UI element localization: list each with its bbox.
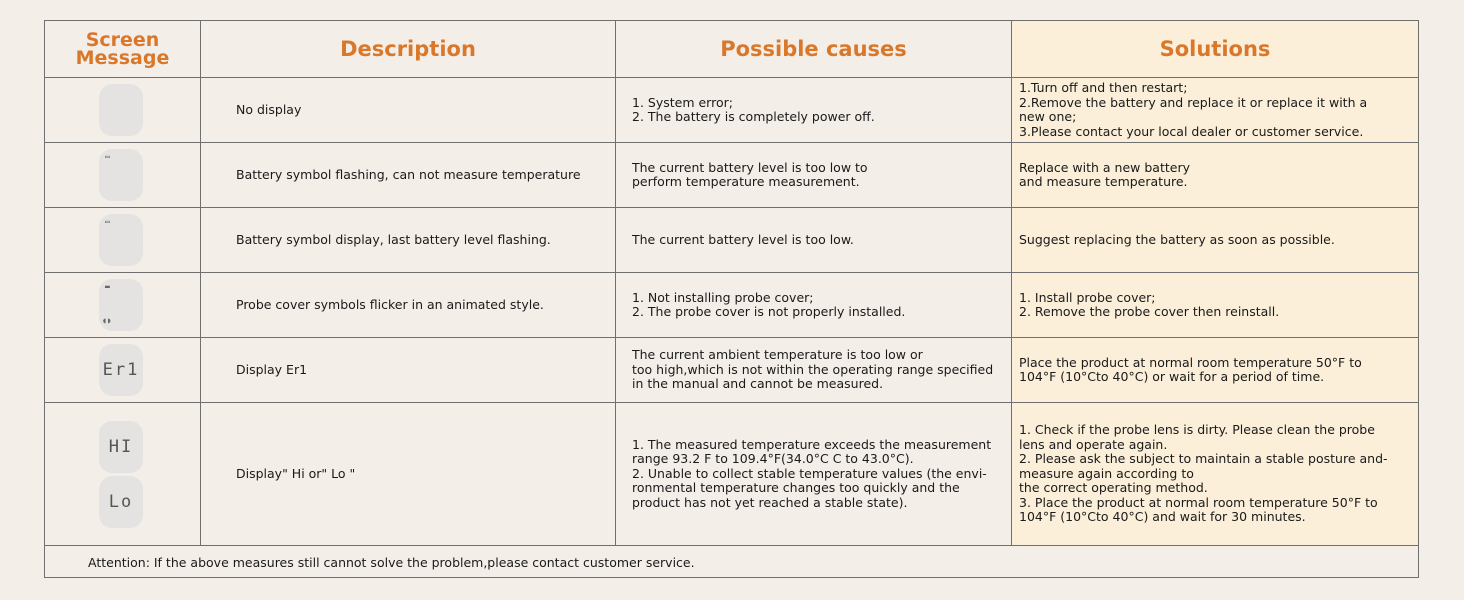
cause-line: range 93.2 F to 109.4°F(34.0°C C to 43.0°C). [632, 451, 914, 467]
header-causes: Possible causes [720, 37, 907, 61]
description-text: Display Er1 [236, 361, 308, 377]
solution-line: 2. Remove the probe cover then reinstall. [1019, 304, 1280, 319]
cause-line: The current battery level is too low. [632, 231, 854, 247]
blank-screen-icon [99, 84, 143, 136]
lo-screen-icon [99, 476, 143, 528]
solution-line: 2. Please ask the subject to maintain a stable posture and- [1019, 451, 1388, 467]
header-description: Description [340, 37, 476, 61]
table-row [45, 208, 1418, 273]
header-solutions: Solutions [1159, 37, 1271, 61]
solution-line: 2.Remove the battery and replace it or replace it with a [1019, 94, 1368, 110]
screen-cell [45, 273, 201, 337]
solution-line: Suggest replacing the battery as soon as possible. [1019, 231, 1335, 247]
solution-line: 3.Please contact your local dealer or customer service. [1019, 123, 1364, 139]
screen-cell [45, 338, 201, 402]
cause-line: too high,which is not within the operating range specified [632, 361, 994, 377]
solution-line: Place the product at normal room temperature 50°F to [1019, 354, 1362, 370]
probe-bar-icon: ▬ [105, 282, 110, 291]
cause-line: 2. Unable to collect stable temperature values (the envi- [632, 465, 987, 481]
cause-line: 1. The measured temperature exceeds the measurement [632, 436, 992, 452]
solution-line: 1. Check if the probe lens is dirty. Please clean the probe [1019, 422, 1375, 438]
table-row [45, 78, 1418, 143]
solution-line: 104°F (10°Cto 40°C) and wait for 30 minutes. [1019, 509, 1306, 525]
cause-line: The current battery level is too low to [632, 159, 868, 175]
er1-screen-icon [99, 344, 143, 396]
solution-line: 104°F (10°Cto 40°C) or wait for a period of time. [1019, 369, 1325, 384]
solution-line: new one; [1019, 109, 1077, 124]
table-row [45, 403, 1418, 546]
header-screen-message [45, 21, 201, 77]
battery-icon: ▭ [105, 217, 110, 226]
solution-line: 1.Turn off and then restart; [1019, 80, 1188, 95]
solution-line: 3. Place the product at normal room temperature 50°F to [1019, 494, 1378, 510]
description-text: Probe cover symbols flicker in an animated style. [236, 296, 544, 312]
troubleshooting-table [44, 20, 1419, 578]
solution-line: measure again according to [1019, 465, 1194, 481]
screen-cell [45, 143, 201, 207]
solution-line: the correct operating method. [1019, 480, 1208, 496]
header-screen-line2: Message [75, 47, 170, 69]
description-text: No display [236, 101, 302, 117]
solution-line: lens and operate again. [1019, 436, 1168, 452]
table-header-row [45, 21, 1418, 78]
battery-icon: ▭ [105, 152, 110, 161]
cause-line: 2. The probe cover is not properly installed. [632, 304, 906, 319]
cause-line: 1. Not installing probe cover; [632, 289, 814, 305]
attention-text: Attention: If the above measures still cannot solve the problem,please contact customer service. [88, 555, 695, 570]
screen-cell [45, 78, 201, 142]
screen-readout-lo: Lo [108, 492, 134, 512]
table-row [45, 273, 1418, 338]
probe-cover-screen-icon [99, 279, 143, 331]
cause-line: The current ambient temperature is too low or [632, 347, 923, 363]
solution-line: 1. Install probe cover; [1019, 289, 1156, 305]
attention-footer [45, 546, 1418, 579]
screen-readout-hi: HI [108, 437, 134, 457]
hi-screen-icon [99, 421, 143, 473]
screen-cell [45, 208, 201, 272]
description-text: Battery symbol flashing, can not measure temperature [236, 166, 581, 182]
screen-cell [45, 403, 201, 545]
table-row [45, 338, 1418, 403]
cause-line: ronmental temperature changes too quickly and the [632, 480, 960, 496]
cause-line: product has not yet reached a stable state). [632, 494, 908, 510]
header-screen-line1: Screen [85, 29, 160, 51]
cause-line: 1. System error; [632, 94, 733, 110]
cause-line: in the manual and cannot be measured. [632, 376, 884, 392]
battery-level-screen-icon [99, 214, 143, 266]
screen-readout: Er1 [102, 360, 140, 380]
table-row [45, 143, 1418, 208]
solution-line: and measure temperature. [1019, 174, 1188, 189]
description-text: Battery symbol display, last battery level flashing. [236, 231, 551, 247]
battery-flashing-screen-icon [99, 149, 143, 201]
solution-line: Replace with a new battery [1019, 159, 1190, 175]
description-text: Display" Hi or" Lo " [236, 465, 356, 481]
cause-line: perform temperature measurement. [632, 174, 860, 189]
cause-line: 2. The battery is completely power off. [632, 109, 875, 124]
probe-cover-icon: ◖◗ [102, 316, 112, 325]
